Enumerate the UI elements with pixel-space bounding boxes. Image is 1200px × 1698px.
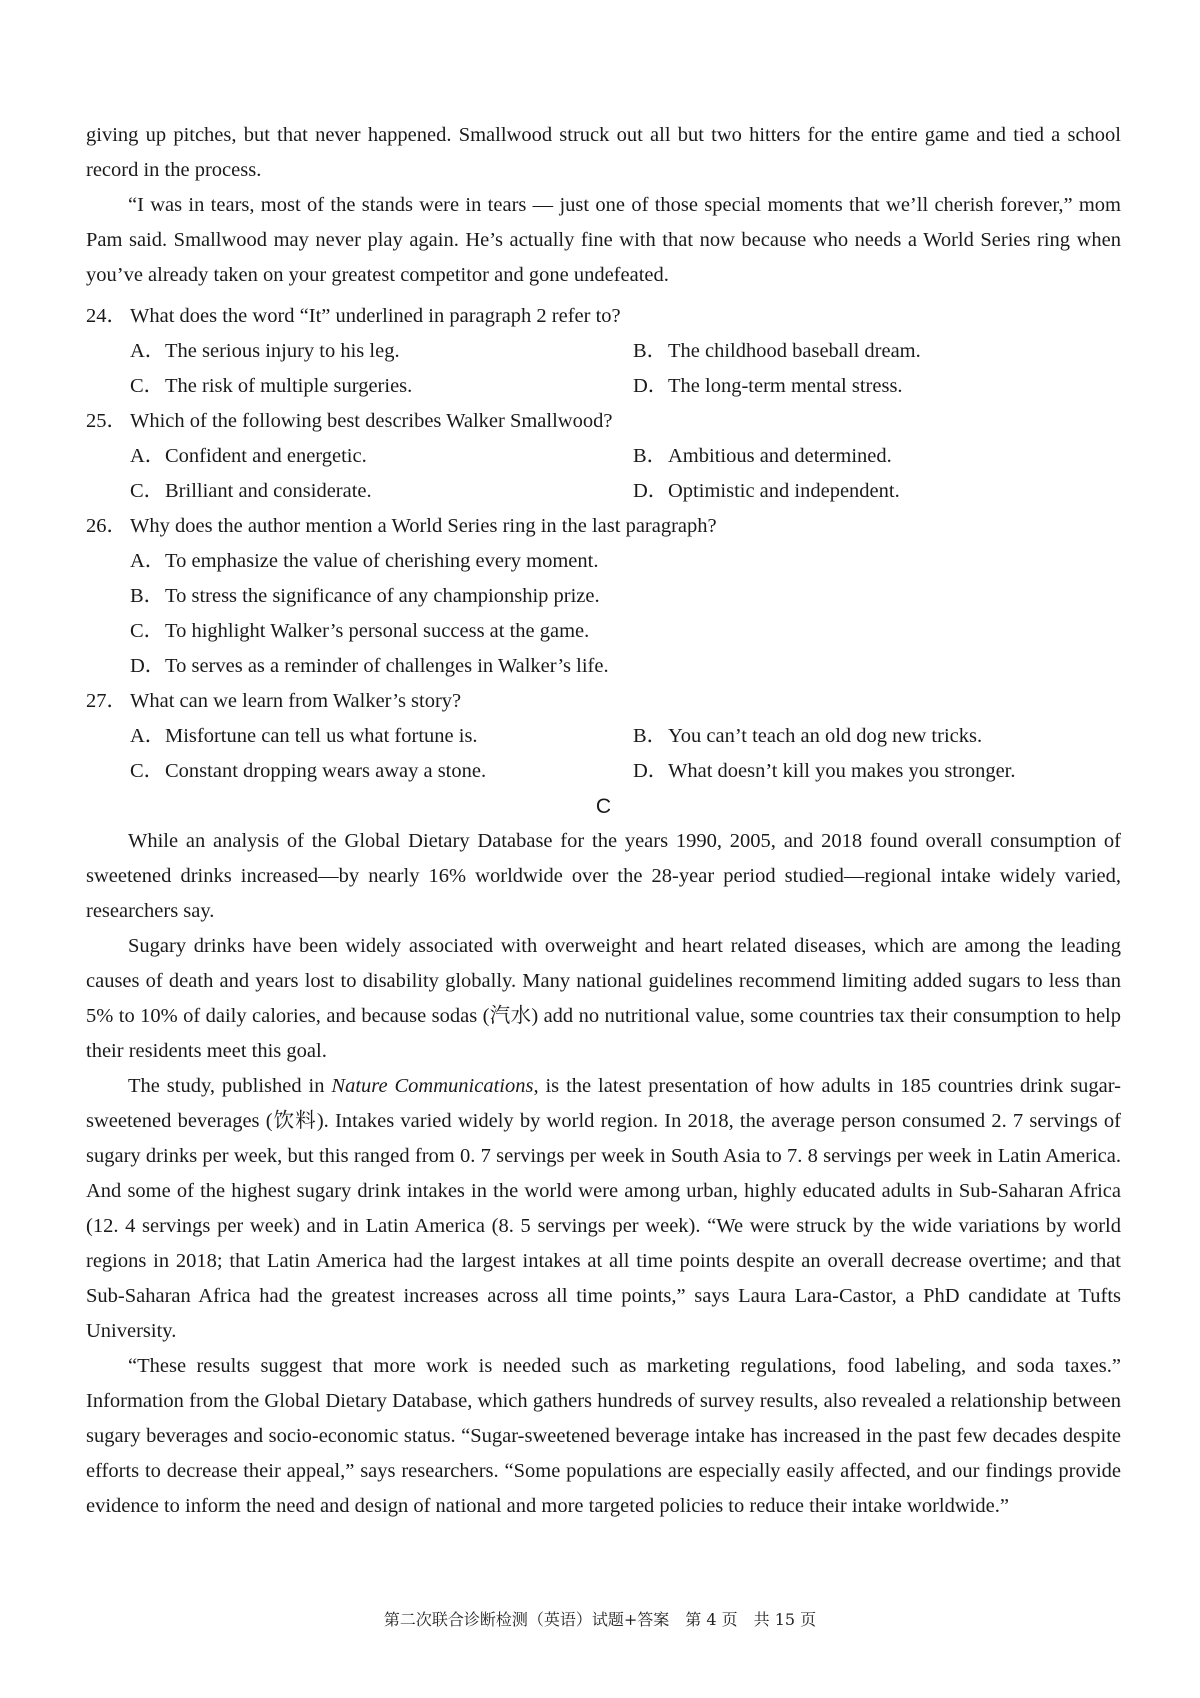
option-letter: A． bbox=[130, 550, 166, 572]
question-text: Which of the following best describes Walker Smallwood? bbox=[130, 410, 613, 432]
option-text: Brilliant and considerate. bbox=[165, 480, 372, 502]
question-25 bbox=[86, 404, 1121, 509]
options-list bbox=[86, 439, 1121, 509]
option-letter: B． bbox=[130, 585, 165, 607]
option-letter: D． bbox=[633, 375, 669, 397]
option-c[interactable] bbox=[130, 614, 1121, 649]
option-text: You can’t teach an old dog new tricks. bbox=[668, 725, 983, 747]
option-text: The risk of multiple surgeries. bbox=[165, 375, 413, 397]
option-text: Confident and energetic. bbox=[165, 445, 367, 467]
question-26 bbox=[86, 509, 1121, 684]
options-list bbox=[86, 544, 1121, 684]
option-text: Constant dropping wears away a stone. bbox=[165, 760, 487, 782]
option-b[interactable] bbox=[633, 719, 1133, 754]
journal-title: Nature Communications bbox=[331, 1075, 534, 1097]
option-a[interactable] bbox=[130, 334, 633, 369]
option-d[interactable] bbox=[130, 649, 1121, 684]
option-letter: D． bbox=[633, 480, 669, 502]
option-d[interactable] bbox=[633, 369, 1133, 404]
option-text: What doesn’t kill you makes you stronger. bbox=[668, 760, 1016, 782]
option-letter: A． bbox=[130, 445, 166, 467]
option-d[interactable] bbox=[633, 474, 1133, 509]
question-text: What can we learn from Walker’s story? bbox=[130, 690, 462, 712]
section-heading: C bbox=[595, 795, 612, 818]
question-24 bbox=[86, 299, 1121, 404]
exam-page bbox=[86, 118, 1121, 1524]
text-run: The study, published in bbox=[128, 1075, 332, 1097]
option-letter: D． bbox=[633, 760, 669, 782]
option-letter: B． bbox=[633, 340, 668, 362]
question-number: 27． bbox=[86, 690, 127, 712]
option-letter: D． bbox=[130, 655, 166, 677]
option-text: To serves as a reminder of challenges in Walker’s life. bbox=[165, 655, 609, 677]
question-text: Why does the author mention a World Series ring in the last paragraph? bbox=[130, 515, 717, 537]
option-b[interactable] bbox=[633, 439, 1133, 474]
option-text: To stress the significance of any championship prize. bbox=[165, 585, 600, 607]
options-list bbox=[86, 334, 1121, 404]
question-text: What does the word “It” underlined in paragraph 2 refer to? bbox=[130, 305, 621, 327]
option-a[interactable] bbox=[130, 544, 1121, 579]
option-letter: C． bbox=[130, 620, 165, 642]
option-text: The serious injury to his leg. bbox=[165, 340, 400, 362]
option-letter: C． bbox=[130, 480, 165, 502]
option-text: The long-term mental stress. bbox=[668, 375, 903, 397]
passage-b-paragraph: “I was in tears, most of the stands were in tears — just one of those special moments that we’ll cherish forever,” mom Pam said. Smallwood may never play again. He’s actually fine with that now because who needs a World Series ring when you’ve already taken on your greatest competitor and gone undefeated. bbox=[86, 194, 1121, 286]
option-a[interactable] bbox=[130, 439, 633, 474]
option-c[interactable] bbox=[130, 369, 633, 404]
option-b[interactable] bbox=[633, 334, 1133, 369]
passage-c-paragraph: Sugary drinks have been widely associated with overweight and heart related diseases, which are among the leading causes of death and years lost to disability globally. Many national guidelines recommend limiting added sugars to less than 5% to 10% of daily calories, and because sodas (汽水) add no nutritional value, some countries tax their consumption to help their residents meet this goal. bbox=[86, 935, 1121, 1062]
option-letter: C． bbox=[130, 375, 165, 397]
option-c[interactable] bbox=[130, 474, 633, 509]
option-text: Optimistic and independent. bbox=[668, 480, 900, 502]
option-text: Ambitious and determined. bbox=[668, 445, 892, 467]
passage-b-paragraph: giving up pitches, but that never happened. Smallwood struck out all but two hitters for the entire game and tied a school record in the process. bbox=[86, 124, 1121, 181]
passage-c-paragraph: “These results suggest that more work is needed such as marketing regulations, food labeling, and soda taxes.” Information from the Global Dietary Database, which gathers hundreds of survey results, also revealed a relationship between sugary beverages and socio-economic status. “Sugar-sweetened beverage intake has increased in the past few decades despite efforts to decrease their appeal,” says researchers. “Some populations are especially easily affected, and our findings provide evidence to inform the need and design of national and more targeted policies to reduce their intake worldwide.” bbox=[86, 1355, 1121, 1517]
option-text: The childhood baseball dream. bbox=[668, 340, 921, 362]
question-27 bbox=[86, 684, 1121, 789]
option-letter: A． bbox=[130, 725, 166, 747]
passage-c-paragraph bbox=[86, 1069, 1121, 1349]
option-text: Misfortune can tell us what fortune is. bbox=[165, 725, 478, 747]
option-a[interactable] bbox=[130, 719, 633, 754]
option-d[interactable] bbox=[633, 754, 1133, 789]
question-number: 24． bbox=[86, 305, 127, 327]
option-c[interactable] bbox=[130, 754, 633, 789]
passage-b-ending bbox=[86, 118, 1121, 293]
option-text: To highlight Walker’s personal success at the game. bbox=[165, 620, 590, 642]
option-b[interactable] bbox=[130, 579, 1121, 614]
option-letter: A． bbox=[130, 340, 166, 362]
option-letter: C． bbox=[130, 760, 165, 782]
question-number: 25． bbox=[86, 410, 127, 432]
page-footer: 第二次联合诊断检测（英语）试题+答案 第 4 页 共 15 页 bbox=[383, 1610, 817, 1629]
passage-c-paragraph: While an analysis of the Global Dietary Database for the years 1990, 2005, and 2018 found overall consumption of sweetened drinks increased—by nearly 16% worldwide over the 28-year period studied—regional intake widely varied, researchers say. bbox=[86, 830, 1121, 922]
option-text: To emphasize the value of cherishing every moment. bbox=[165, 550, 599, 572]
option-letter: B． bbox=[633, 725, 668, 747]
text-run: , is the latest presentation of how adults in 185 countries drink sugar-sweetened beverages (饮料). Intakes varied widely by world region. In 2018, the average person consumed 2. 7 servings of sugary drinks per week, but this ranged from 0. 7 servings per week in South Asia to 7. 8 servings per week in Latin America. And some of the highest sugary drink intakes in the world were among urban, highly educated adults in Sub-Saharan Africa (12. 4 servings per week) and in Latin America (8. 5 servings per week). “We were struck by the wide variations by world regions in 2018; that Latin America had the largest intakes at all time points despite an overall decrease overtime; and that Sub-Saharan Africa had the greatest increases across all time points,” says Laura Lara-Castor, a PhD candidate at Tufts University. bbox=[86, 1075, 1121, 1342]
question-number: 26． bbox=[86, 515, 127, 537]
passage-c bbox=[86, 824, 1121, 1524]
option-letter: B． bbox=[633, 445, 668, 467]
options-list bbox=[86, 719, 1121, 789]
